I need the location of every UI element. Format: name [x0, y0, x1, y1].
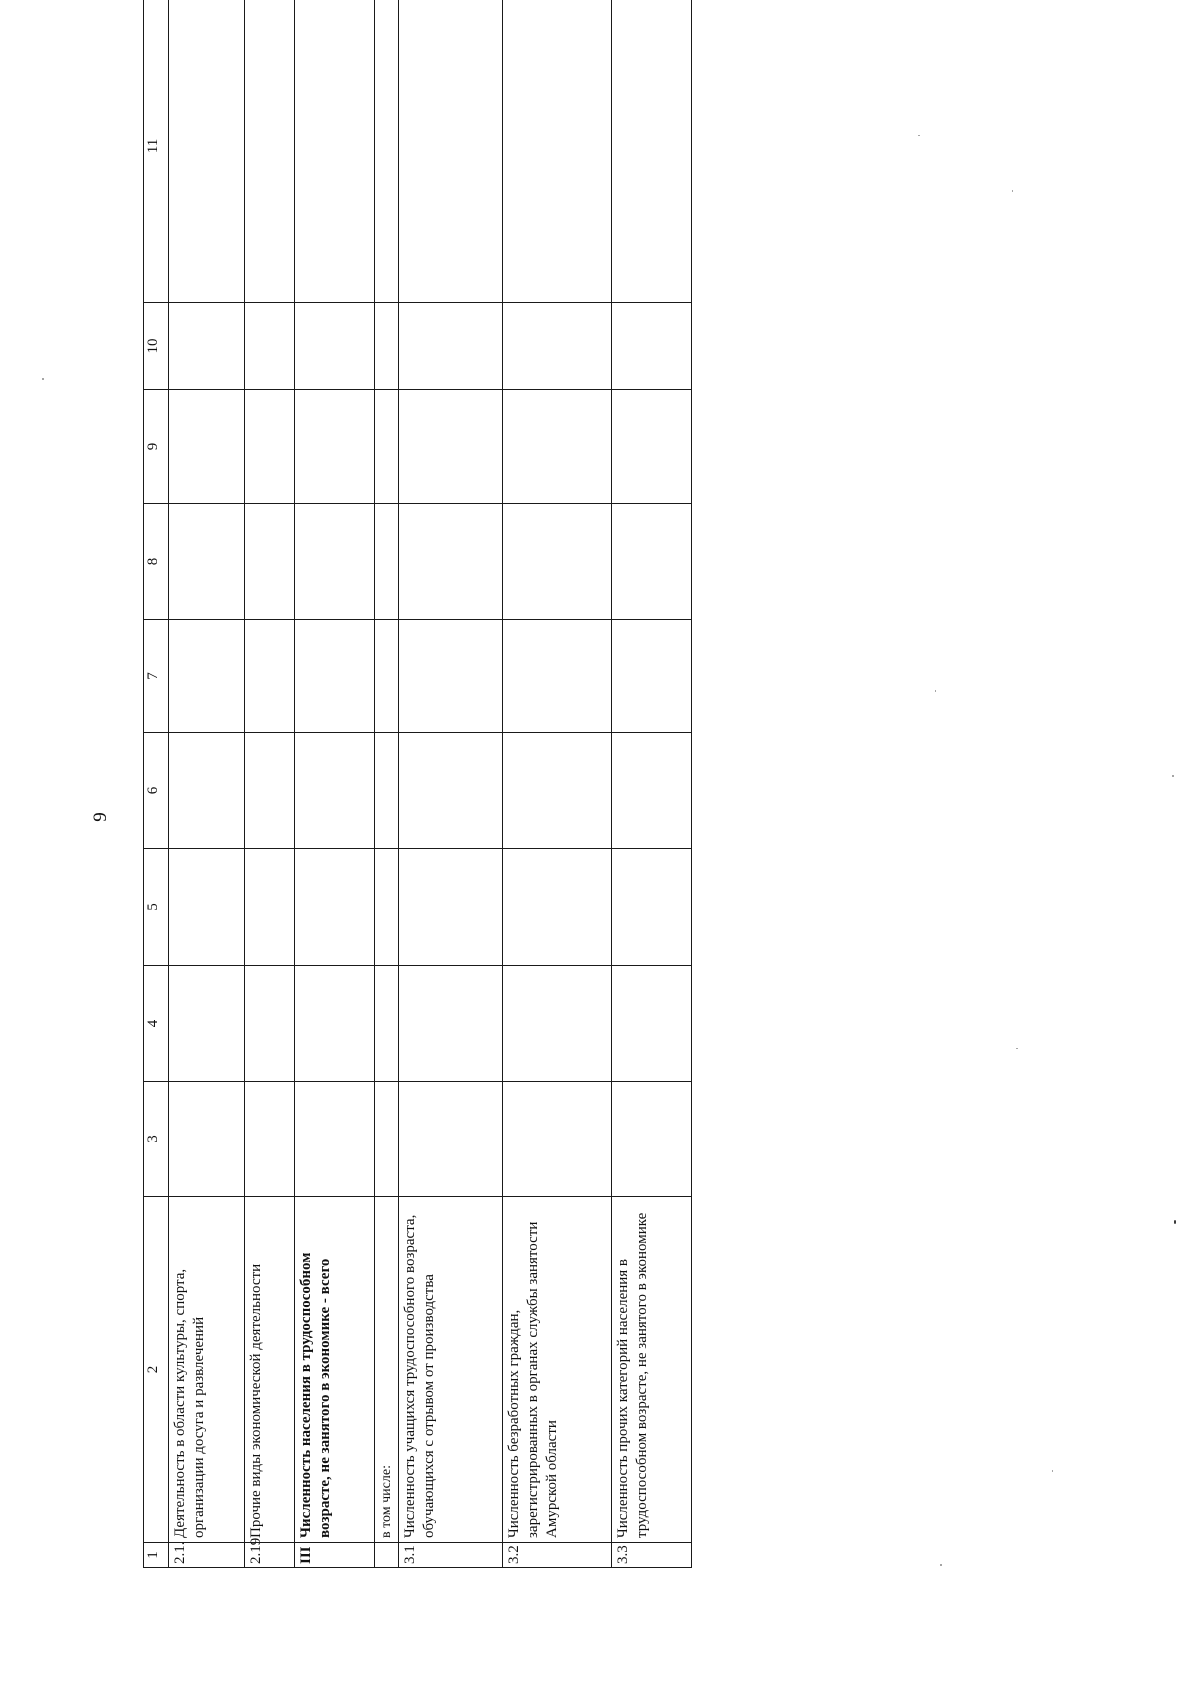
data-cell: [168, 504, 244, 620]
data-cell: [295, 733, 374, 849]
scan-speck: [1016, 1048, 1018, 1049]
data-cell: [168, 390, 244, 504]
table-row: [399, 0, 503, 1568]
header-cell: 9: [144, 390, 169, 504]
data-cell: [399, 733, 503, 849]
data-cell: [611, 390, 691, 504]
data-cell: [295, 0, 374, 303]
data-cell: [399, 390, 503, 504]
data-cell: [503, 390, 611, 504]
row-number: 2.1.: [168, 1543, 244, 1568]
header-row: [144, 0, 169, 1568]
data-cell: [295, 966, 374, 1082]
data-cell: [244, 1082, 294, 1197]
data-cell: [503, 620, 611, 733]
row-label: Прочие виды экономической деятельности: [244, 1197, 294, 1543]
scan-speck: [940, 1564, 942, 1566]
header-cell: 7: [144, 620, 169, 733]
data-cell: [611, 620, 691, 733]
statistics-table: [143, 0, 692, 1568]
data-cell: [295, 504, 374, 620]
data-cell: [399, 303, 503, 390]
row-number: III: [295, 1543, 374, 1568]
data-cell: [244, 849, 294, 966]
data-cell: [399, 504, 503, 620]
table-row: [503, 0, 611, 1568]
data-cell: [295, 390, 374, 504]
data-cell: [244, 390, 294, 504]
row-label: Численность безработных граждан, зарегистрированных в органах службы занятости Амурской области: [503, 1197, 611, 1543]
scan-speck: [42, 378, 44, 380]
data-cell: [399, 0, 503, 303]
data-cell: [295, 303, 374, 390]
data-cell: [611, 966, 691, 1082]
header-cell: 8: [144, 504, 169, 620]
data-cell: [295, 849, 374, 966]
header-cell: 3: [144, 1082, 169, 1197]
data-cell: [295, 620, 374, 733]
header-cell: 2: [144, 1197, 169, 1543]
rotated-table-wrapper: [143, 85, 692, 1568]
data-cell: [503, 504, 611, 620]
data-cell: [503, 849, 611, 966]
header-cell: 10: [144, 303, 169, 390]
data-cell: [399, 966, 503, 1082]
row-number: [374, 1543, 399, 1568]
data-cell: [374, 390, 399, 504]
header-cell: 6: [144, 733, 169, 849]
data-cell: [168, 849, 244, 966]
data-cell: [244, 620, 294, 733]
data-cell: [168, 733, 244, 849]
data-cell: [168, 620, 244, 733]
scan-speck: [1052, 1470, 1053, 1472]
header-cell: 5: [144, 849, 169, 966]
data-cell: [611, 733, 691, 849]
data-cell: [374, 733, 399, 849]
data-cell: [374, 849, 399, 966]
table-row: [611, 0, 691, 1568]
data-cell: [374, 966, 399, 1082]
data-cell: [244, 504, 294, 620]
row-number: 3.3: [611, 1543, 691, 1568]
row-number: 2.19: [244, 1543, 294, 1568]
data-cell: [399, 620, 503, 733]
data-cell: [374, 504, 399, 620]
data-cell: [244, 0, 294, 303]
data-cell: [168, 0, 244, 303]
data-cell: [168, 1082, 244, 1197]
table-row: [244, 0, 294, 1568]
row-number: 3.1: [399, 1543, 503, 1568]
data-cell: [168, 966, 244, 1082]
data-cell: [374, 620, 399, 733]
data-cell: [503, 303, 611, 390]
data-cell: [503, 0, 611, 303]
data-cell: [244, 733, 294, 849]
row-label: Численность прочих категорий населения в трудоспособном возрасте, не занятого в экономике: [611, 1197, 691, 1543]
scan-speck: [1172, 775, 1174, 777]
data-cell: [399, 849, 503, 966]
row-label: в том числе:: [374, 1197, 399, 1543]
data-cell: [244, 303, 294, 390]
scan-speck: [918, 135, 920, 136]
data-cell: [503, 966, 611, 1082]
page-number: 9: [90, 812, 111, 822]
table-row: [168, 0, 244, 1568]
header-cell: 11: [144, 0, 169, 303]
scan-speck: [935, 690, 936, 692]
data-cell: [374, 303, 399, 390]
data-cell: [374, 0, 399, 303]
data-cell: [611, 0, 691, 303]
data-cell: [168, 303, 244, 390]
table-row: [295, 0, 374, 1568]
data-cell: [295, 1082, 374, 1197]
scan-speck: [1012, 190, 1013, 192]
header-cell: 1: [144, 1543, 169, 1568]
row-label: Численность населения в трудоспособном возрасте, не занятого в экономике - всего: [295, 1197, 374, 1543]
header-cell: 4: [144, 966, 169, 1082]
row-label: Деятельность в области культуры, спорта, организации досуга и развлечений: [168, 1197, 244, 1543]
data-cell: [374, 1082, 399, 1197]
data-cell: [611, 504, 691, 620]
data-cell: [611, 1082, 691, 1197]
data-cell: [244, 966, 294, 1082]
data-cell: [611, 303, 691, 390]
table-row: [374, 0, 399, 1568]
row-number: 3.2: [503, 1543, 611, 1568]
data-cell: [399, 1082, 503, 1197]
scan-speck: [1174, 1220, 1176, 1224]
row-label: Численность учащихся трудоспособного возраста, обучающихся с отрывом от производства: [399, 1197, 503, 1543]
data-cell: [503, 1082, 611, 1197]
data-cell: [611, 849, 691, 966]
data-cell: [503, 733, 611, 849]
